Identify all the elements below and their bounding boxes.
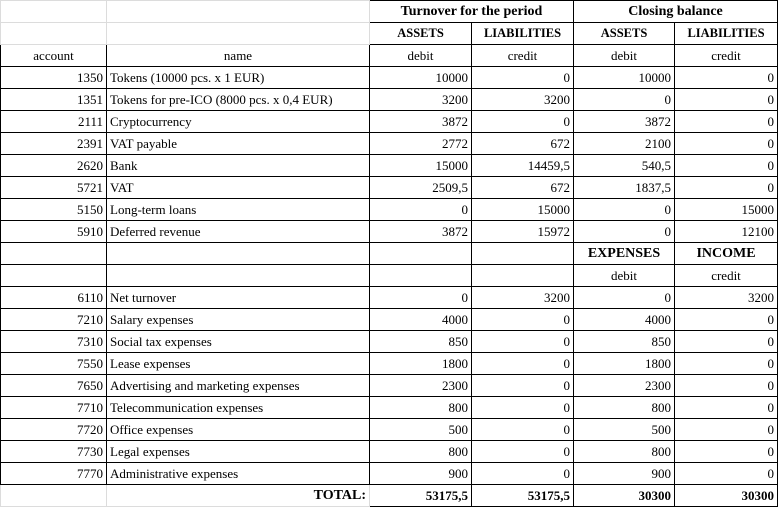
closing-credit-cell[interactable]: 0 — [675, 441, 778, 463]
turnover-credit-cell[interactable]: 0 — [472, 419, 574, 441]
account-name-cell[interactable]: VAT payable — [107, 133, 370, 155]
turnover-credit-cell[interactable]: 14459,5 — [472, 155, 574, 177]
account-name-cell[interactable]: Legal expenses — [107, 441, 370, 463]
account-number-cell[interactable]: 5910 — [1, 221, 107, 243]
closing-credit-cell[interactable]: 0 — [675, 111, 778, 133]
account-column-header[interactable]: account — [1, 45, 107, 67]
account-name-cell[interactable]: Advertising and marketing expenses — [107, 375, 370, 397]
turnover-debit-cell[interactable]: 800 — [370, 441, 472, 463]
name-column-header[interactable]: name — [107, 45, 370, 67]
turnover-debit-header[interactable]: debit — [370, 45, 472, 67]
closing-debit-cell[interactable]: 4000 — [574, 309, 675, 331]
turnover-credit-cell[interactable]: 3200 — [472, 287, 574, 309]
empty-cell[interactable] — [107, 23, 370, 45]
turnover-credit-header[interactable]: credit — [472, 45, 574, 67]
turnover-debit-cell[interactable]: 0 — [370, 287, 472, 309]
turnover-credit-cell[interactable]: 0 — [472, 375, 574, 397]
closing-credit-cell[interactable]: 0 — [675, 133, 778, 155]
closing-debit-cell[interactable]: 0 — [574, 221, 675, 243]
account-row — [1, 419, 778, 441]
account-row — [1, 375, 778, 397]
closing-debit-cell[interactable]: 3872 — [574, 111, 675, 133]
account-number-cell[interactable]: 2111 — [1, 111, 107, 133]
empty-cell[interactable] — [107, 1, 370, 23]
turnover-debit-cell[interactable]: 2772 — [370, 133, 472, 155]
closing-debit-cell[interactable]: 10000 — [574, 67, 675, 89]
turnover-credit-cell[interactable]: 0 — [472, 353, 574, 375]
total-turnover-credit[interactable]: 53175,5 — [472, 485, 574, 507]
header-row-sides — [1, 23, 778, 45]
closing-balance-header[interactable]: Closing balance — [574, 1, 778, 23]
account-name-cell[interactable]: Tokens for pre-ICO (8000 pcs. x 0,4 EUR) — [107, 89, 370, 111]
turnover-debit-cell[interactable]: 10000 — [370, 67, 472, 89]
empty-cell[interactable] — [107, 243, 370, 265]
empty-cell[interactable] — [1, 485, 107, 507]
empty-cell[interactable] — [1, 265, 107, 287]
account-number-cell[interactable]: 7550 — [1, 353, 107, 375]
closing-debit-cell[interactable]: 500 — [574, 419, 675, 441]
turnover-debit-cell[interactable]: 15000 — [370, 155, 472, 177]
closing-credit-cell[interactable]: 0 — [675, 89, 778, 111]
turnover-credit-cell[interactable]: 0 — [472, 331, 574, 353]
closing-debit-header[interactable]: debit — [574, 45, 675, 67]
closing-liabilities-header[interactable]: LIABILITIES — [675, 23, 778, 45]
account-number-cell[interactable]: 7310 — [1, 331, 107, 353]
closing-debit-cell[interactable]: 1837,5 — [574, 177, 675, 199]
closing-credit-cell[interactable]: 0 — [675, 309, 778, 331]
closing-credit-cell[interactable]: 0 — [675, 353, 778, 375]
income-credit-header[interactable]: credit — [675, 265, 778, 287]
account-name-cell[interactable]: Lease expenses — [107, 353, 370, 375]
closing-debit-cell[interactable]: 2100 — [574, 133, 675, 155]
account-name-cell[interactable]: Bank — [107, 155, 370, 177]
account-row — [1, 133, 778, 155]
empty-cell[interactable] — [1, 23, 107, 45]
empty-cell[interactable] — [370, 243, 472, 265]
account-row — [1, 221, 778, 243]
closing-debit-cell[interactable]: 0 — [574, 287, 675, 309]
total-label[interactable]: TOTAL: — [107, 485, 370, 507]
header-row-columns — [1, 45, 778, 67]
empty-cell[interactable] — [472, 265, 574, 287]
account-name-cell[interactable]: Net turnover — [107, 287, 370, 309]
empty-cell[interactable] — [370, 265, 472, 287]
closing-debit-cell[interactable]: 850 — [574, 331, 675, 353]
account-number-cell[interactable]: 5721 — [1, 177, 107, 199]
turnover-debit-cell[interactable]: 3872 — [370, 221, 472, 243]
account-name-cell[interactable]: Salary expenses — [107, 309, 370, 331]
turnover-debit-cell[interactable]: 0 — [370, 199, 472, 221]
turnover-debit-cell[interactable]: 900 — [370, 463, 472, 485]
account-name-cell[interactable]: Administrative expenses — [107, 463, 370, 485]
header-row-pl-sides — [1, 265, 778, 287]
account-number-cell[interactable]: 7770 — [1, 463, 107, 485]
total-closing-debit[interactable]: 30300 — [574, 485, 675, 507]
total-row — [1, 485, 778, 507]
closing-debit-cell[interactable]: 0 — [574, 199, 675, 221]
turnover-credit-cell[interactable]: 0 — [472, 441, 574, 463]
empty-cell[interactable] — [1, 1, 107, 23]
turnover-credit-cell[interactable]: 15000 — [472, 199, 574, 221]
empty-cell[interactable] — [472, 243, 574, 265]
account-name-cell[interactable]: Telecommunication expenses — [107, 397, 370, 419]
turnover-header[interactable]: Turnover for the period — [370, 1, 574, 23]
account-number-cell[interactable]: 7650 — [1, 375, 107, 397]
account-row — [1, 155, 778, 177]
turnover-credit-cell[interactable]: 0 — [472, 67, 574, 89]
account-number-cell[interactable]: 5150 — [1, 199, 107, 221]
turnover-debit-cell[interactable]: 1800 — [370, 353, 472, 375]
empty-cell[interactable] — [1, 243, 107, 265]
closing-credit-cell[interactable]: 15000 — [675, 199, 778, 221]
account-row — [1, 309, 778, 331]
account-row — [1, 67, 778, 89]
header-row-period — [1, 1, 778, 23]
turnover-debit-cell[interactable]: 4000 — [370, 309, 472, 331]
income-header[interactable]: INCOME — [675, 243, 778, 265]
header-row-pl — [1, 243, 778, 265]
account-name-cell[interactable]: Social tax expenses — [107, 331, 370, 353]
account-row — [1, 441, 778, 463]
closing-credit-cell[interactable]: 0 — [675, 331, 778, 353]
closing-credit-cell[interactable]: 0 — [675, 67, 778, 89]
closing-debit-cell[interactable]: 1800 — [574, 353, 675, 375]
turnover-credit-cell[interactable]: 0 — [472, 111, 574, 133]
closing-credit-header[interactable]: credit — [675, 45, 778, 67]
account-row — [1, 177, 778, 199]
turnover-debit-cell[interactable]: 2300 — [370, 375, 472, 397]
closing-assets-header[interactable]: ASSETS — [574, 23, 675, 45]
closing-credit-cell[interactable]: 0 — [675, 375, 778, 397]
closing-debit-cell[interactable]: 800 — [574, 441, 675, 463]
closing-credit-cell[interactable]: 0 — [675, 419, 778, 441]
closing-debit-cell[interactable]: 900 — [574, 463, 675, 485]
account-name-cell[interactable]: Tokens (10000 pcs. x 1 EUR) — [107, 67, 370, 89]
account-row — [1, 331, 778, 353]
closing-debit-cell[interactable]: 2300 — [574, 375, 675, 397]
turnover-debit-cell[interactable]: 3872 — [370, 111, 472, 133]
turnover-credit-cell[interactable]: 672 — [472, 177, 574, 199]
account-number-cell[interactable]: 7730 — [1, 441, 107, 463]
closing-credit-cell[interactable]: 0 — [675, 155, 778, 177]
account-row — [1, 199, 778, 221]
closing-credit-cell[interactable]: 12100 — [675, 221, 778, 243]
account-name-cell[interactable]: VAT — [107, 177, 370, 199]
turnover-debit-cell[interactable]: 2509,5 — [370, 177, 472, 199]
turnover-credit-cell[interactable]: 0 — [472, 309, 574, 331]
account-number-cell[interactable]: 1350 — [1, 67, 107, 89]
account-row — [1, 463, 778, 485]
account-name-cell[interactable]: Office expenses — [107, 419, 370, 441]
turnover-debit-cell[interactable]: 850 — [370, 331, 472, 353]
account-name-cell[interactable]: Deferred revenue — [107, 221, 370, 243]
account-row — [1, 89, 778, 111]
closing-credit-cell[interactable]: 0 — [675, 177, 778, 199]
account-number-cell[interactable]: 2391 — [1, 133, 107, 155]
account-number-cell[interactable]: 2620 — [1, 155, 107, 177]
account-row — [1, 353, 778, 375]
closing-credit-cell[interactable]: 0 — [675, 463, 778, 485]
closing-credit-cell[interactable]: 3200 — [675, 287, 778, 309]
turnover-credit-cell[interactable]: 15972 — [472, 221, 574, 243]
expenses-debit-header[interactable]: debit — [574, 265, 675, 287]
turnover-credit-cell[interactable]: 0 — [472, 397, 574, 419]
turnover-credit-cell[interactable]: 3200 — [472, 89, 574, 111]
account-row — [1, 397, 778, 419]
turnover-debit-cell[interactable]: 800 — [370, 397, 472, 419]
turnover-credit-cell[interactable]: 0 — [472, 463, 574, 485]
empty-cell[interactable] — [107, 265, 370, 287]
account-number-cell[interactable]: 7710 — [1, 397, 107, 419]
turnover-assets-header[interactable]: ASSETS — [370, 23, 472, 45]
closing-debit-cell[interactable]: 540,5 — [574, 155, 675, 177]
closing-credit-cell[interactable]: 0 — [675, 397, 778, 419]
turnover-credit-cell[interactable]: 672 — [472, 133, 574, 155]
account-number-cell[interactable]: 1351 — [1, 89, 107, 111]
account-row — [1, 111, 778, 133]
closing-debit-cell[interactable]: 800 — [574, 397, 675, 419]
turnover-debit-cell[interactable]: 500 — [370, 419, 472, 441]
account-row — [1, 287, 778, 309]
account-number-cell[interactable]: 6110 — [1, 287, 107, 309]
turnover-liabilities-header[interactable]: LIABILITIES — [472, 23, 574, 45]
expenses-header[interactable]: EXPENSES — [574, 243, 675, 265]
turnover-debit-cell[interactable]: 3200 — [370, 89, 472, 111]
account-name-cell[interactable]: Cryptocurrency — [107, 111, 370, 133]
total-turnover-debit[interactable]: 53175,5 — [370, 485, 472, 507]
closing-debit-cell[interactable]: 0 — [574, 89, 675, 111]
account-number-cell[interactable]: 7720 — [1, 419, 107, 441]
account-number-cell[interactable]: 7210 — [1, 309, 107, 331]
account-name-cell[interactable]: Long-term loans — [107, 199, 370, 221]
total-closing-credit[interactable]: 30300 — [675, 485, 778, 507]
